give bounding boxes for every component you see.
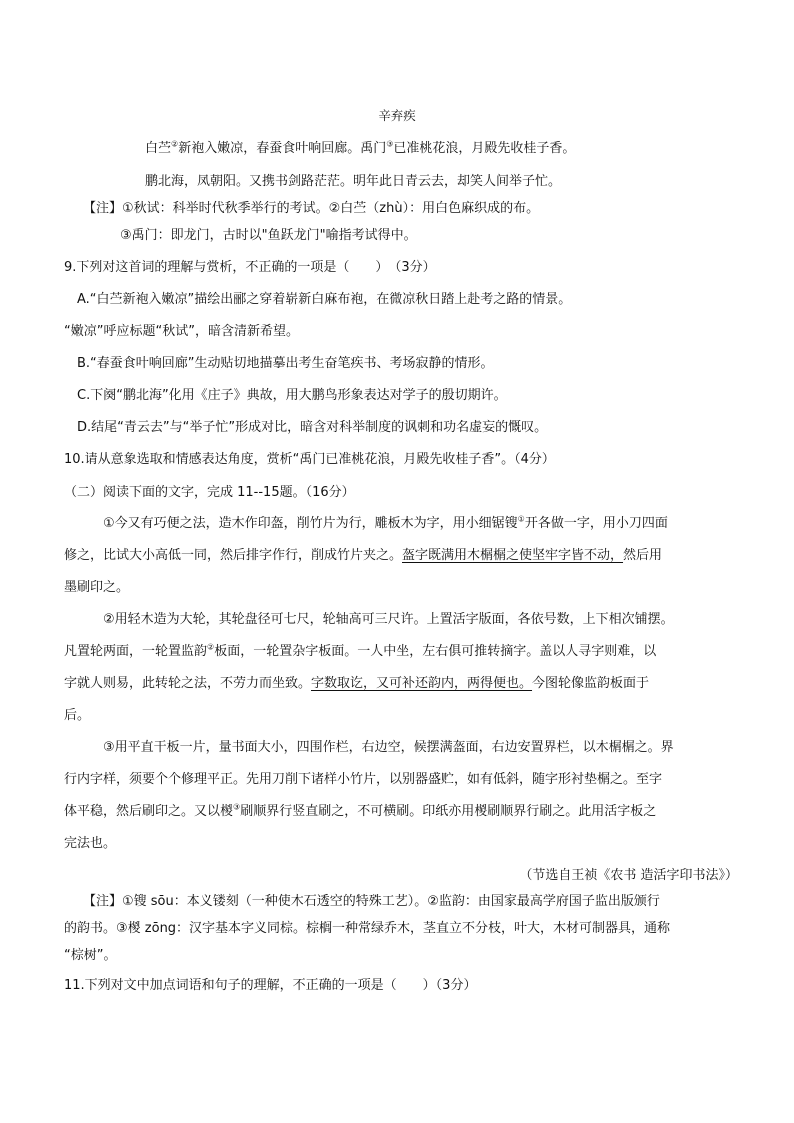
question-11: 11.下列对文中加点词语和句子的理解，不正确的一项是（ ）（3分） [64, 978, 477, 993]
text-run: 开各做一字，用小刀四面 [524, 516, 668, 531]
footnote-marker: ③ [233, 802, 241, 812]
text-run: 刷顺界行竖直刷之，不可横刷。印纸亦用椶刷顺界行刷之。此用活字板之 [240, 804, 657, 819]
poem-author: 辛弃疾 [378, 108, 416, 123]
passage-p1-line-2 [64, 548, 662, 564]
passage-note-line-3: “棕树”。 [64, 948, 117, 963]
footnote-marker: ① [517, 514, 525, 524]
passage-p3-line-2: 行内字样，须要个个修理平正。先用刀削下诸样小竹片，以别器盛贮，如有低斜，随字形衬垫榍之。至字 [64, 772, 663, 787]
text-run: 字就人则易，此转轮之法，不劳力而坐致。 [64, 676, 312, 691]
passage-note-line-2: 的韵书。③椶 zōng：汉字基本字义同棕。棕榈一种常绿乔木，茎直立不分枝，叶大，木材可制器具，通称 [64, 921, 671, 936]
question-10: 10.请从意象选取和情感表达角度，赏析“禹门已准桃花浪，月殿先收桂子香”。（4分） [64, 452, 555, 467]
text-run: 今图轮像监韵板面于 [532, 676, 650, 691]
passage-p1-line-1 [103, 516, 668, 532]
section-2-heading: （二）阅读下面的文字，完成 11--15题。（16分） [64, 485, 355, 500]
underlined-sentence: 字数取讫，又可补还韵内，两得便也。 [311, 676, 533, 691]
underlined-sentence: 盔字既满用木榍榍之使坚牢字皆不动， [402, 548, 624, 563]
passage-note-line-1: 【注】①锼 sōu：本义镂刻（一种使木石透空的特殊工艺）。②监韵：由国家最高学府国子监出版颁行 [83, 894, 660, 909]
poem-line-1 [145, 141, 575, 157]
text-run: 修之，比试大小高低一同，然后排字作行，削成竹片夹之。 [64, 548, 403, 563]
text-run: ①今又有巧便之法，造木作印盔，削竹片为行，雕板木为字，用小细锯锼 [103, 516, 518, 531]
text-run: 体平稳，然后刷印之。又以椶 [64, 804, 234, 819]
poem-note-2: ③禹门：即龙门，古时以"鱼跃龙门"喻指考试得中。 [120, 228, 417, 243]
question-9-option-a-cont: “嫩凉”呼应标题“秋试”，暗含清新希望。 [64, 324, 299, 339]
passage-p2-line-3 [64, 676, 649, 692]
passage-p1-line-3: 墨刷印之。 [64, 580, 130, 595]
passage-p3-line-4: 完法也。 [64, 836, 117, 851]
passage-p2-line-2 [64, 644, 656, 660]
question-9-option-b: B.“春蚕食叶响回廊”生动贴切地描摹出考生奋笔疾书、考场寂静的情形。 [77, 356, 494, 371]
question-9-option-c: C.下阕“鹏北海”化用《庄子》典故，用大鹏鸟形象表达对学子的殷切期许。 [77, 388, 507, 403]
passage-p2-line-1: ②用轻木造为大轮，其轮盘径可七尺，轮轴高可三尺许。上置活字版面，各依号数，上下相次铺摆。 [103, 612, 674, 627]
passage-p3-line-1: ③用平直干板一片，量书面大小，四围作栏，右边空，候摆满盔面，右边安置界栏，以木榍榍之。界 [103, 740, 674, 755]
poem-note-1: 【注】①秋试：科举时代秋季举行的考试。②白苎（zhù）：用白色麻织成的布。 [83, 201, 540, 216]
question-9-option-a: A.“白苎新袍入嫩凉”描绘出郦之穿着崭新白麻布袍，在微凉秋日踏上赴考之路的情景。 [77, 292, 572, 307]
poem-line-2: 鹏北海，凤朝阳。又携书剑路茫茫。明年此日青云去，却笑人间举子忙。 [145, 174, 562, 189]
passage-p3-line-3 [64, 804, 656, 820]
passage-p2-line-4: 后。 [64, 708, 91, 723]
question-9-option-d: D.结尾“青云去”与“举子忙”形成对比，暗含对科举制度的讽刺和功名虚妄的慨叹。 [77, 420, 548, 435]
poem-line-1-part-b: 新袍入嫩凉，春蚕食叶响回廊。禹门 [178, 141, 387, 156]
text-run: 板面，一轮置杂字板面。一人中坐，左右俱可推转摘字。盖以人寻字则难，以 [214, 644, 657, 659]
footnote-marker: ③ [386, 139, 394, 149]
question-9-stem: 9.下列对这首词的理解与赏析，不正确的一项是（ ） （3分） [64, 260, 436, 275]
poem-line-1-part-c: 已准桃花浪，月殿先收桂子香。 [393, 141, 576, 156]
text-run: 凡置轮两面，一轮置监韵 [64, 644, 208, 659]
footnote-marker: ② [171, 139, 179, 149]
poem-line-1-part-a: 白苎 [145, 141, 172, 156]
text-run: 然后用 [623, 548, 663, 563]
footnote-marker: ② [207, 642, 215, 652]
passage-source: （节选自王祯《农书 造活字印书法》） [519, 868, 738, 883]
